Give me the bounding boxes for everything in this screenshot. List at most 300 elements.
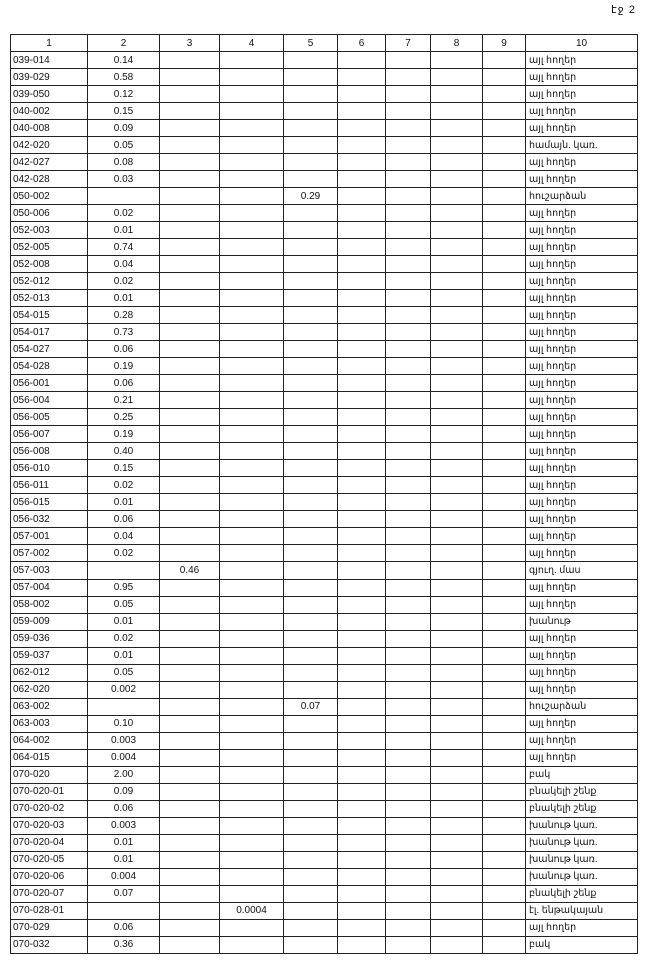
column-7-cell <box>386 409 431 426</box>
column-7-cell <box>386 477 431 494</box>
column-3-cell <box>160 205 220 222</box>
column-9-cell <box>483 307 526 324</box>
parcel-code-cell: 059-036 <box>11 630 88 647</box>
land-use-cell: էլ. ենթակայան <box>526 902 638 919</box>
column-9-cell <box>483 596 526 613</box>
column-4-cell <box>220 341 284 358</box>
column-4-cell <box>220 647 284 664</box>
land-use-cell: այլ հողեր <box>526 681 638 698</box>
table-row <box>11 426 638 443</box>
land-use-cell: խանութ <box>526 613 638 630</box>
area-cell: 0.95 <box>88 579 160 596</box>
column-5-cell <box>284 579 338 596</box>
column-9-cell <box>483 273 526 290</box>
parcel-code-cell: 057-004 <box>11 579 88 596</box>
table-row <box>11 579 638 596</box>
land-use-cell: այլ հողեր <box>526 494 638 511</box>
column-8-cell <box>431 171 483 188</box>
table-row <box>11 307 638 324</box>
land-use-cell: այլ հողեր <box>526 630 638 647</box>
parcel-code-cell: 054-028 <box>11 358 88 375</box>
land-use-cell: բակ <box>526 766 638 783</box>
column-5-cell <box>284 392 338 409</box>
column-6-cell <box>338 188 386 205</box>
column-3-cell <box>160 681 220 698</box>
column-3-cell: 0.46 <box>160 562 220 579</box>
column-6-cell <box>338 562 386 579</box>
column-9-cell <box>483 324 526 341</box>
column-6-cell <box>338 511 386 528</box>
column-5-cell <box>284 545 338 562</box>
column-8-cell <box>431 681 483 698</box>
column-9-cell <box>483 256 526 273</box>
column-3-cell <box>160 817 220 834</box>
parcel-code-cell: 054-015 <box>11 307 88 324</box>
column-9-cell <box>483 375 526 392</box>
column-9-cell <box>483 290 526 307</box>
column-5-cell <box>284 732 338 749</box>
column-4-cell <box>220 766 284 783</box>
column-4-cell <box>220 749 284 766</box>
area-cell: 0.74 <box>88 239 160 256</box>
column-5-cell: 0.07 <box>284 698 338 715</box>
parcel-code-cell: 070-020-04 <box>11 834 88 851</box>
column-9-cell <box>483 545 526 562</box>
column-7-cell <box>386 120 431 137</box>
column-3-cell <box>160 698 220 715</box>
area-cell: 0.04 <box>88 528 160 545</box>
column-9-cell <box>483 783 526 800</box>
table-row <box>11 817 638 834</box>
column-6-cell <box>338 936 386 953</box>
column-header-8: 8 <box>431 35 483 52</box>
column-4-cell <box>220 800 284 817</box>
table-row <box>11 511 638 528</box>
column-6-cell <box>338 851 386 868</box>
land-use-cell: այլ հողեր <box>526 664 638 681</box>
column-8-cell <box>431 545 483 562</box>
column-6-cell <box>338 766 386 783</box>
column-5-cell <box>284 341 338 358</box>
column-5-cell <box>284 426 338 443</box>
header-row <box>11 35 638 52</box>
table-row <box>11 222 638 239</box>
table-row <box>11 205 638 222</box>
column-8-cell <box>431 239 483 256</box>
column-6-cell <box>338 579 386 596</box>
table-row <box>11 154 638 171</box>
parcel-code-cell: 070-020-01 <box>11 783 88 800</box>
area-cell: 0.15 <box>88 103 160 120</box>
column-3-cell <box>160 919 220 936</box>
column-8-cell <box>431 154 483 171</box>
column-3-cell <box>160 222 220 239</box>
table-row <box>11 375 638 392</box>
land-use-cell: այլ հողեր <box>526 528 638 545</box>
area-cell: 0.03 <box>88 171 160 188</box>
column-6-cell <box>338 171 386 188</box>
column-5-cell <box>284 52 338 69</box>
table-row <box>11 647 638 664</box>
table-row <box>11 256 638 273</box>
parcel-code-cell: 056-001 <box>11 375 88 392</box>
column-7-cell <box>386 69 431 86</box>
column-3-cell <box>160 545 220 562</box>
column-9-cell <box>483 494 526 511</box>
column-3-cell <box>160 290 220 307</box>
column-header-3: 3 <box>160 35 220 52</box>
column-header-5: 5 <box>284 35 338 52</box>
column-7-cell <box>386 205 431 222</box>
column-3-cell <box>160 477 220 494</box>
column-6-cell <box>338 817 386 834</box>
table-row <box>11 545 638 562</box>
column-7-cell <box>386 681 431 698</box>
column-8-cell <box>431 647 483 664</box>
column-5-cell <box>284 664 338 681</box>
land-use-cell: այլ հողեր <box>526 477 638 494</box>
column-header-10: 10 <box>526 35 638 52</box>
area-cell: 0.19 <box>88 426 160 443</box>
column-7-cell <box>386 188 431 205</box>
area-cell: 0.02 <box>88 477 160 494</box>
land-use-cell: այլ հողեր <box>526 86 638 103</box>
column-7-cell <box>386 358 431 375</box>
area-cell: 0.01 <box>88 222 160 239</box>
column-5-cell <box>284 681 338 698</box>
column-7-cell <box>386 460 431 477</box>
parcel-code-cell: 050-006 <box>11 205 88 222</box>
column-4-cell <box>220 545 284 562</box>
column-3-cell <box>160 766 220 783</box>
column-5-cell <box>284 273 338 290</box>
column-9-cell <box>483 86 526 103</box>
column-8-cell <box>431 511 483 528</box>
column-4-cell <box>220 324 284 341</box>
area-cell <box>88 562 160 579</box>
column-5-cell <box>284 528 338 545</box>
column-9-cell <box>483 477 526 494</box>
column-7-cell <box>386 341 431 358</box>
land-use-cell: այլ հողեր <box>526 919 638 936</box>
area-cell: 0.09 <box>88 120 160 137</box>
column-6-cell <box>338 596 386 613</box>
column-7-cell <box>386 749 431 766</box>
land-use-cell: այլ հողեր <box>526 120 638 137</box>
column-9-cell <box>483 120 526 137</box>
column-6-cell <box>338 205 386 222</box>
column-8-cell <box>431 52 483 69</box>
column-4-cell <box>220 579 284 596</box>
column-5-cell <box>284 154 338 171</box>
column-6-cell <box>338 52 386 69</box>
column-9-cell <box>483 171 526 188</box>
column-4-cell <box>220 630 284 647</box>
column-4-cell <box>220 426 284 443</box>
parcel-code-cell: 039-050 <box>11 86 88 103</box>
column-5-cell <box>284 239 338 256</box>
land-use-cell: հուշարձան <box>526 698 638 715</box>
column-9-cell <box>483 239 526 256</box>
table-row <box>11 443 638 460</box>
column-4-cell <box>220 443 284 460</box>
table-row <box>11 273 638 290</box>
column-6-cell <box>338 290 386 307</box>
column-8-cell <box>431 188 483 205</box>
land-use-cell: այլ հողեր <box>526 579 638 596</box>
column-8-cell <box>431 392 483 409</box>
column-5-cell <box>284 205 338 222</box>
area-cell: 0.004 <box>88 868 160 885</box>
column-6-cell <box>338 868 386 885</box>
column-3-cell <box>160 443 220 460</box>
column-9-cell <box>483 392 526 409</box>
column-4-cell <box>220 154 284 171</box>
parcel-code-cell: 059-009 <box>11 613 88 630</box>
column-6-cell <box>338 834 386 851</box>
column-7-cell <box>386 290 431 307</box>
land-use-cell: այլ հողեր <box>526 52 638 69</box>
area-cell: 0.05 <box>88 596 160 613</box>
table-row <box>11 613 638 630</box>
column-7-cell <box>386 307 431 324</box>
parcel-code-cell: 039-014 <box>11 52 88 69</box>
column-8-cell <box>431 273 483 290</box>
column-4-cell <box>220 409 284 426</box>
column-8-cell <box>431 919 483 936</box>
column-5-cell <box>284 630 338 647</box>
column-7-cell <box>386 800 431 817</box>
column-8-cell <box>431 817 483 834</box>
column-7-cell <box>386 426 431 443</box>
column-7-cell <box>386 613 431 630</box>
column-5-cell <box>284 800 338 817</box>
land-use-cell: այլ հողեր <box>526 596 638 613</box>
area-cell: 0.02 <box>88 545 160 562</box>
land-use-cell: այլ հողեր <box>526 358 638 375</box>
column-4-cell <box>220 596 284 613</box>
land-use-cell: այլ հողեր <box>526 290 638 307</box>
land-use-cell: այլ հողեր <box>526 324 638 341</box>
column-9-cell <box>483 902 526 919</box>
column-6-cell <box>338 137 386 154</box>
land-use-cell: այլ հողեր <box>526 222 638 239</box>
land-use-cell: խանութ կառ. <box>526 851 638 868</box>
column-4-cell <box>220 358 284 375</box>
column-4-cell <box>220 562 284 579</box>
column-8-cell <box>431 902 483 919</box>
column-9-cell <box>483 341 526 358</box>
table-row <box>11 409 638 426</box>
column-3-cell <box>160 647 220 664</box>
area-cell: 0.01 <box>88 834 160 851</box>
parcel-code-cell: 040-008 <box>11 120 88 137</box>
area-cell: 0.73 <box>88 324 160 341</box>
column-8-cell <box>431 800 483 817</box>
column-7-cell <box>386 885 431 902</box>
column-3-cell <box>160 902 220 919</box>
column-8-cell <box>431 103 483 120</box>
parcel-code-cell: 059-037 <box>11 647 88 664</box>
table-row <box>11 800 638 817</box>
column-7-cell <box>386 630 431 647</box>
table-row <box>11 630 638 647</box>
column-9-cell <box>483 52 526 69</box>
column-7-cell <box>386 715 431 732</box>
column-8-cell <box>431 766 483 783</box>
column-6-cell <box>338 103 386 120</box>
column-6-cell <box>338 375 386 392</box>
column-5-cell <box>284 256 338 273</box>
column-3-cell <box>160 511 220 528</box>
column-7-cell <box>386 222 431 239</box>
column-7-cell <box>386 52 431 69</box>
column-4-cell <box>220 222 284 239</box>
column-7-cell <box>386 324 431 341</box>
column-9-cell <box>483 562 526 579</box>
column-7-cell <box>386 868 431 885</box>
table-row <box>11 766 638 783</box>
column-7-cell <box>386 86 431 103</box>
column-9-cell <box>483 154 526 171</box>
column-3-cell <box>160 579 220 596</box>
column-7-cell <box>386 766 431 783</box>
column-header-9: 9 <box>483 35 526 52</box>
column-8-cell <box>431 460 483 477</box>
column-9-cell <box>483 579 526 596</box>
land-use-cell: այլ հողեր <box>526 511 638 528</box>
column-9-cell <box>483 817 526 834</box>
column-7-cell <box>386 783 431 800</box>
column-header-4: 4 <box>220 35 284 52</box>
column-3-cell <box>160 137 220 154</box>
column-4-cell <box>220 681 284 698</box>
column-9-cell <box>483 222 526 239</box>
land-use-cell: այլ հողեր <box>526 409 638 426</box>
parcel-code-cell: 070-020-07 <box>11 885 88 902</box>
column-3-cell <box>160 783 220 800</box>
column-6-cell <box>338 698 386 715</box>
column-7-cell <box>386 596 431 613</box>
parcel-code-cell: 056-005 <box>11 409 88 426</box>
land-use-cell: այլ հողեր <box>526 205 638 222</box>
column-8-cell <box>431 324 483 341</box>
area-cell: 0.06 <box>88 341 160 358</box>
table-row <box>11 358 638 375</box>
column-8-cell <box>431 494 483 511</box>
column-8-cell <box>431 596 483 613</box>
column-4-cell <box>220 188 284 205</box>
column-8-cell <box>431 358 483 375</box>
land-use-cell: այլ հողեր <box>526 239 638 256</box>
column-7-cell <box>386 375 431 392</box>
parcel-code-cell: 070-029 <box>11 919 88 936</box>
column-3-cell <box>160 52 220 69</box>
parcel-code-cell: 070-020 <box>11 766 88 783</box>
column-3-cell <box>160 273 220 290</box>
column-3-cell <box>160 171 220 188</box>
parcel-code-cell: 057-003 <box>11 562 88 579</box>
column-6-cell <box>338 545 386 562</box>
table-row <box>11 681 638 698</box>
column-4-cell <box>220 511 284 528</box>
area-cell: 0.19 <box>88 358 160 375</box>
table-row <box>11 698 638 715</box>
column-7-cell <box>386 919 431 936</box>
table-row <box>11 783 638 800</box>
column-4-cell <box>220 392 284 409</box>
column-7-cell <box>386 103 431 120</box>
column-5-cell <box>284 171 338 188</box>
column-8-cell <box>431 137 483 154</box>
column-6-cell <box>338 647 386 664</box>
table-row <box>11 120 638 137</box>
column-5-cell <box>284 222 338 239</box>
column-7-cell <box>386 732 431 749</box>
column-3-cell <box>160 885 220 902</box>
column-5-cell <box>284 562 338 579</box>
parcel-code-cell: 063-002 <box>11 698 88 715</box>
area-cell: 0.12 <box>88 86 160 103</box>
parcel-code-cell: 056-007 <box>11 426 88 443</box>
column-3-cell <box>160 851 220 868</box>
land-use-cell: այլ հողեր <box>526 256 638 273</box>
column-3-cell <box>160 749 220 766</box>
column-3-cell <box>160 307 220 324</box>
area-cell: 0.09 <box>88 783 160 800</box>
land-use-cell: այլ հողեր <box>526 749 638 766</box>
column-5-cell <box>284 613 338 630</box>
column-header-2: 2 <box>88 35 160 52</box>
column-4-cell <box>220 137 284 154</box>
column-5-cell <box>284 783 338 800</box>
column-9-cell <box>483 613 526 630</box>
column-5-cell <box>284 409 338 426</box>
land-use-cell: խանութ կառ. <box>526 868 638 885</box>
column-6-cell <box>338 460 386 477</box>
column-5-cell <box>284 868 338 885</box>
area-cell: 0.02 <box>88 273 160 290</box>
column-3-cell <box>160 834 220 851</box>
column-6-cell <box>338 494 386 511</box>
area-cell: 0.58 <box>88 69 160 86</box>
area-cell: 0.01 <box>88 647 160 664</box>
parcel-code-cell: 042-020 <box>11 137 88 154</box>
area-cell: 0.08 <box>88 154 160 171</box>
column-4-cell <box>220 851 284 868</box>
table-row <box>11 868 638 885</box>
area-cell: 0.10 <box>88 715 160 732</box>
column-4-cell <box>220 52 284 69</box>
column-6-cell <box>338 630 386 647</box>
column-4-cell <box>220 273 284 290</box>
column-7-cell <box>386 817 431 834</box>
column-7-cell <box>386 392 431 409</box>
column-5-cell <box>284 715 338 732</box>
column-5-cell <box>284 885 338 902</box>
area-cell: 0.01 <box>88 494 160 511</box>
land-use-cell: այլ հողեր <box>526 545 638 562</box>
column-8-cell <box>431 409 483 426</box>
table-row <box>11 851 638 868</box>
table-row <box>11 885 638 902</box>
column-4-cell <box>220 936 284 953</box>
column-8-cell <box>431 851 483 868</box>
column-4-cell <box>220 817 284 834</box>
column-9-cell <box>483 766 526 783</box>
parcel-code-cell: 042-027 <box>11 154 88 171</box>
column-6-cell <box>338 358 386 375</box>
